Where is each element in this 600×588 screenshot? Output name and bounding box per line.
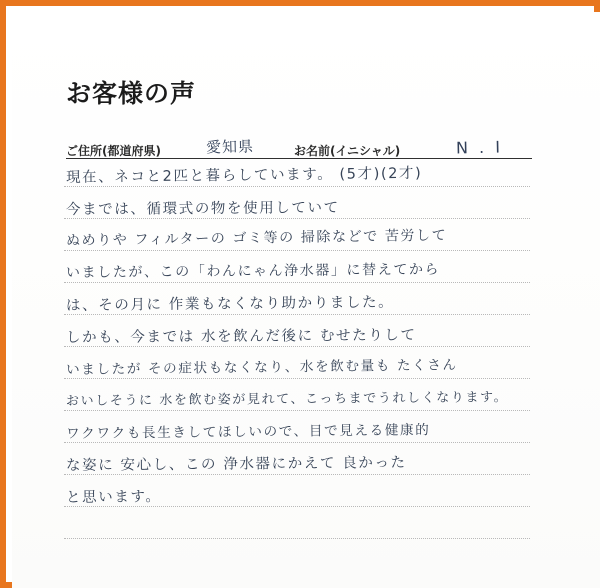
rule-line — [64, 378, 530, 379]
handwritten-letter-body — [64, 160, 530, 560]
letter-line: 現在、ネコと2匹と暮らしています。 (5才)(2才) — [65, 165, 423, 186]
letter-line: と思います。 — [65, 489, 162, 506]
letter-line: 今までは、循環式の物を使用していて — [65, 200, 340, 218]
page-title: お客様の声 — [66, 79, 197, 108]
rule-line — [64, 538, 530, 539]
address-field-value: 愛知県 — [205, 137, 255, 157]
form-fields-row — [66, 138, 526, 162]
rule-line — [64, 410, 530, 411]
rule-line — [64, 250, 530, 251]
letter-line: ぬめりや フィルターの ゴミ等の 掃除などで 苦労して — [65, 227, 448, 249]
rule-line — [64, 442, 530, 443]
name-field-label: お名前(イニシャル) — [294, 144, 401, 158]
rule-line — [64, 282, 530, 283]
letter-line: な姿に 安心し、この 浄水器にかえて 良かった — [65, 455, 407, 474]
letter-line: いましたが、この「わんにゃん浄水器」に替えてから — [65, 261, 441, 281]
letter-line: は、その月に 作業もなくなり助かりました。 — [65, 294, 395, 314]
letter-line: ワクワクも長生きしてほしいので、目で見える健康的 — [65, 422, 431, 442]
name-field-value: N . I — [455, 137, 504, 158]
letter-line: しかも、今までは 水を飲んだ後に むせたりして — [65, 327, 417, 346]
letter-line: おいしそうに 水を飲む姿が見れて、こっちまでうれしくなります。 — [65, 390, 509, 409]
address-field-label: ご住所(都道府県) — [66, 144, 161, 158]
letter-line: いましたが その症状もなくなり、水を飲む量も たくさん — [65, 357, 458, 378]
